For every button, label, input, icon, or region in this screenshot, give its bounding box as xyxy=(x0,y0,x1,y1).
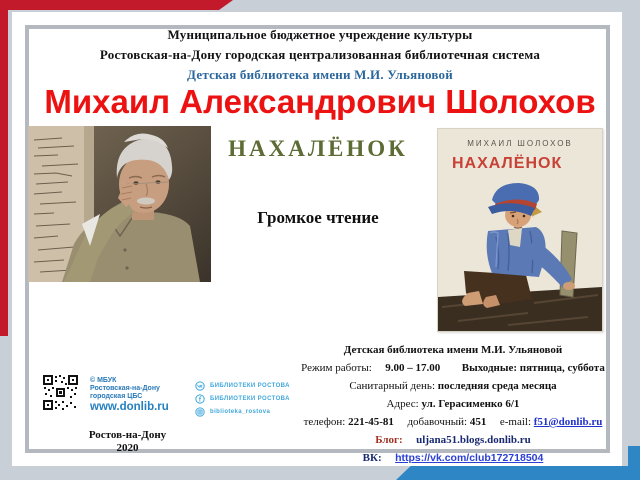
book-cover-illustration xyxy=(438,175,602,331)
social-label-instagram: biblioteka_rostova xyxy=(210,408,271,415)
social-row-facebook[interactable] xyxy=(195,392,315,405)
vk-icon xyxy=(195,381,205,391)
email-label: e-mail: xyxy=(499,416,532,428)
copyright-line-2: Ростовская-на-Дону xyxy=(90,385,160,392)
address-value: ул. Герасименко 6/1 xyxy=(421,398,520,410)
social-label-facebook: БИБЛИОТЕКИ РОСТОВА xyxy=(210,395,290,402)
schedule-hours: 9.00 – 17.00 xyxy=(385,362,441,374)
copyright-line-3: городская ЦБС xyxy=(90,393,143,400)
book-cover-author: МИХАИЛ ШОЛОХОВ xyxy=(467,139,573,148)
contact-vk-line xyxy=(292,452,614,464)
ext-label: добавочный: xyxy=(407,416,468,428)
blog-label: Блог: xyxy=(375,434,403,446)
social-row-instagram[interactable] xyxy=(195,405,315,418)
contact-sanitary-line xyxy=(292,380,614,392)
sanitary-value: последняя среда месяца xyxy=(437,380,557,392)
contact-blog-line xyxy=(292,434,614,446)
contact-block xyxy=(292,344,614,470)
qr-code-art xyxy=(42,374,79,411)
org-line-2: Ростовская-на-Дону городская централизованная библиотечная система xyxy=(99,47,541,62)
contact-schedule-line xyxy=(292,362,614,374)
city-label: Ростов-на-Дону xyxy=(88,429,167,441)
red-top-stripe xyxy=(0,0,233,10)
blue-corner xyxy=(628,446,640,480)
city-year-block xyxy=(70,429,185,455)
sholokhov-photo-art xyxy=(28,126,211,282)
address-label: Адрес: xyxy=(386,398,419,410)
org-line-1: Муниципальное бюджетное учреждение культуры xyxy=(167,27,473,42)
copyright-line-1: © МБУК xyxy=(90,377,117,384)
vk-link[interactable]: https://vk.com/club172718504 xyxy=(395,452,544,464)
qr-code xyxy=(42,374,79,411)
year-label: 2020 xyxy=(116,442,139,454)
facebook-icon xyxy=(195,394,205,404)
book-cover xyxy=(437,128,603,332)
event-book-title: НАХАЛЁНОК xyxy=(228,136,408,161)
days-off: Выходные: пятница, суббота xyxy=(461,362,605,374)
website-link[interactable]: www.donlib.ru xyxy=(90,401,169,413)
instagram-icon xyxy=(195,407,205,417)
contact-library-name: Детская библиотека имени М.И. Ульяновой xyxy=(343,344,563,356)
author-title: Михаил Александрович Шолохов xyxy=(44,83,596,120)
book-cover-title: НАХАЛЁНОК xyxy=(452,155,563,172)
email-link[interactable]: f51@donlib.ru xyxy=(533,416,603,428)
sanitary-label: Санитарный день: xyxy=(349,380,435,392)
event-type-label: Громкое чтение xyxy=(257,208,379,227)
contact-phone-line xyxy=(292,416,614,428)
phone-value: 221-45-81 xyxy=(348,416,394,428)
sholokhov-photo xyxy=(28,126,211,282)
copyright-block xyxy=(90,377,160,401)
ext-value: 451 xyxy=(469,416,487,428)
social-links xyxy=(195,379,315,418)
contact-address-line xyxy=(292,398,614,410)
vk-label: ВК: xyxy=(362,452,382,464)
org-line-3-library: Детская библиотека имени М.И. Ульяновой xyxy=(187,67,453,82)
social-row-vk[interactable] xyxy=(195,379,315,392)
blog-url[interactable]: uljana51.blogs.donlib.ru xyxy=(416,434,531,446)
social-label-vk: БИБЛИОТЕКИ РОСТОВА xyxy=(210,382,290,389)
organization-header xyxy=(40,27,600,87)
phone-label: телефон: xyxy=(303,416,346,428)
red-left-stripe xyxy=(0,0,8,336)
schedule-label: Режим работы: xyxy=(301,362,372,374)
